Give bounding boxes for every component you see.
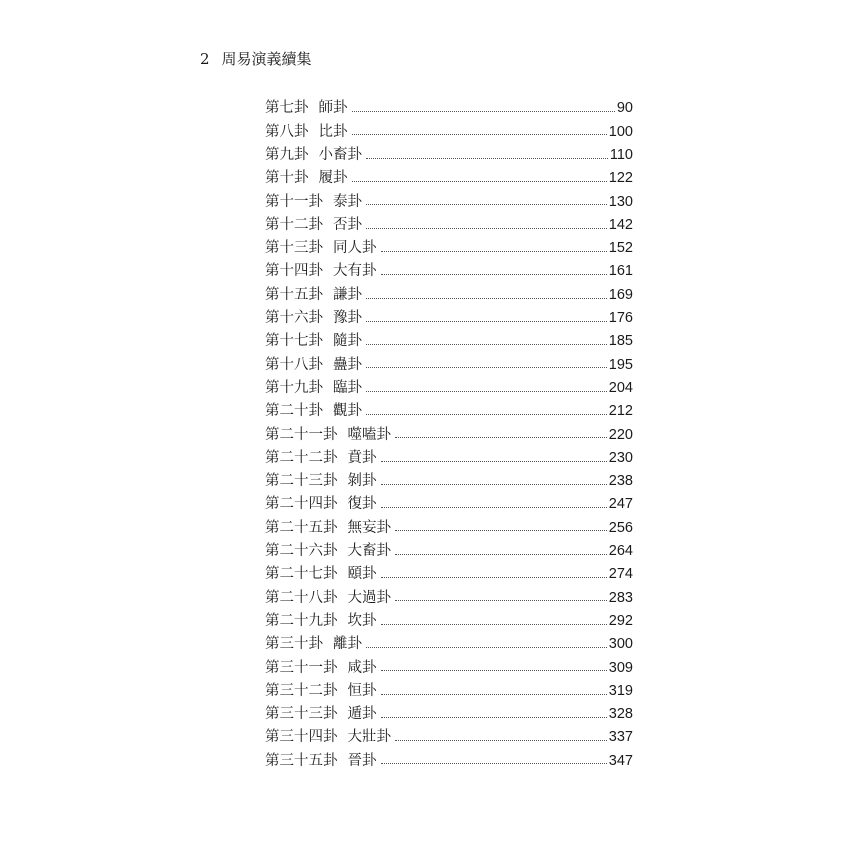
toc-chapter-number: 第十六卦 [265, 310, 323, 327]
dot-leader [352, 134, 607, 135]
toc-page-number: 130 [608, 193, 633, 210]
toc-chapter-number: 第二十七卦 [265, 566, 338, 583]
toc-hexagram-name: 復卦 [347, 496, 377, 513]
toc-page-number: 161 [608, 263, 633, 280]
toc-entry [265, 190, 633, 213]
toc-chapter-number: 第十八卦 [265, 356, 323, 373]
toc-chapter-number: 第十五卦 [265, 286, 323, 303]
toc-hexagram-name: 大過卦 [347, 589, 391, 606]
toc-hexagram-name: 離卦 [333, 636, 362, 653]
toc-entry [265, 446, 633, 469]
dot-leader [381, 274, 607, 275]
toc-page-number: 212 [608, 403, 633, 420]
toc-hexagram-name: 遁卦 [347, 706, 377, 723]
toc-entry [265, 656, 633, 679]
toc-chapter-number: 第二十九卦 [265, 612, 338, 629]
dot-leader [395, 740, 607, 741]
toc-hexagram-name: 大有卦 [333, 263, 377, 280]
dot-leader [381, 624, 607, 625]
toc-hexagram-name: 大畜卦 [347, 543, 391, 560]
toc-page-number: 247 [608, 496, 633, 513]
toc-entry [265, 586, 633, 609]
toc-entry [265, 679, 633, 702]
toc-entry [265, 283, 633, 306]
toc-entry [265, 167, 633, 190]
toc-entry [265, 120, 633, 143]
dot-leader [366, 321, 607, 322]
toc-page-number: 152 [608, 240, 633, 257]
toc-entry [265, 633, 633, 656]
toc-page-number: 300 [608, 636, 633, 653]
toc-chapter-number: 第十二卦 [265, 216, 323, 233]
toc-chapter-number: 第二十二卦 [265, 449, 338, 466]
toc-chapter-number: 第九卦 [265, 146, 309, 163]
dot-leader [366, 344, 607, 345]
toc-page-number: 292 [608, 612, 633, 629]
toc-hexagram-name: 比卦 [318, 123, 348, 140]
toc-chapter-number: 第十七卦 [265, 333, 323, 350]
dot-leader [381, 577, 607, 578]
toc-page-number: 274 [608, 566, 633, 583]
toc-hexagram-name: 蠱卦 [333, 356, 362, 373]
toc-hexagram-name: 豫卦 [333, 310, 362, 327]
dot-leader [381, 763, 607, 764]
toc-entry [265, 353, 633, 376]
dot-leader [381, 251, 607, 252]
dot-leader [366, 228, 607, 229]
toc-chapter-number: 第十九卦 [265, 379, 323, 396]
toc-hexagram-name: 師卦 [318, 100, 348, 117]
toc-page-number: 264 [608, 543, 633, 560]
toc-hexagram-name: 噬嗑卦 [347, 426, 391, 443]
toc-hexagram-name: 泰卦 [333, 193, 362, 210]
toc-entry [265, 400, 633, 423]
toc-page-number: 100 [608, 123, 633, 140]
dot-leader [366, 414, 607, 415]
dot-leader [395, 600, 607, 601]
toc-page-number: 204 [608, 379, 633, 396]
toc-page-number: 176 [608, 310, 633, 327]
book-title: 周易演義續集 [221, 50, 312, 68]
toc-hexagram-name: 賁卦 [347, 449, 377, 466]
toc-chapter-number: 第二十八卦 [265, 589, 338, 606]
toc-page-number: 319 [608, 682, 633, 699]
toc-page-number: 220 [608, 426, 633, 443]
toc-chapter-number: 第二十卦 [265, 403, 323, 420]
toc-hexagram-name: 否卦 [333, 216, 362, 233]
toc-entry [265, 470, 633, 493]
toc-chapter-number: 第二十五卦 [265, 519, 338, 536]
dot-leader [366, 158, 608, 159]
dot-leader [381, 484, 607, 485]
toc-entry [265, 213, 633, 236]
toc-chapter-number: 第十一卦 [265, 193, 323, 210]
toc-chapter-number: 第二十四卦 [265, 496, 338, 513]
toc-page-number: 238 [608, 473, 633, 490]
toc-chapter-number: 第二十三卦 [265, 473, 338, 490]
toc-page-number: 230 [608, 449, 633, 466]
toc-entry [265, 97, 633, 120]
toc-hexagram-name: 臨卦 [333, 379, 362, 396]
toc-chapter-number: 第三十五卦 [265, 752, 338, 769]
toc-entry [265, 610, 633, 633]
toc-chapter-number: 第八卦 [265, 123, 309, 140]
dot-leader [381, 717, 607, 718]
dot-leader [352, 111, 615, 112]
toc-hexagram-name: 大壯卦 [347, 729, 391, 746]
toc-page-number: 283 [608, 589, 633, 606]
toc-chapter-number: 第七卦 [265, 100, 309, 117]
toc-page-number: 256 [608, 519, 633, 536]
dot-leader [395, 554, 607, 555]
toc-page-number: 90 [616, 100, 633, 117]
page-header [200, 48, 312, 69]
toc-chapter-number: 第三十二卦 [265, 682, 338, 699]
toc-page-number: 110 [609, 146, 633, 163]
toc-hexagram-name: 咸卦 [347, 659, 377, 676]
dot-leader [366, 391, 607, 392]
toc-page-number: 142 [608, 216, 633, 233]
toc-chapter-number: 第十卦 [265, 170, 309, 187]
dot-leader [381, 694, 607, 695]
dot-leader [366, 367, 607, 368]
toc-entry [265, 493, 633, 516]
toc-chapter-number: 第二十六卦 [265, 543, 338, 560]
toc-hexagram-name: 無妄卦 [347, 519, 391, 536]
dot-leader [366, 204, 607, 205]
toc-page-number: 328 [608, 706, 633, 723]
dot-leader [352, 181, 607, 182]
toc-chapter-number: 第十三卦 [265, 240, 323, 257]
page-number: 2 [200, 50, 210, 68]
toc-entry [265, 540, 633, 563]
toc-hexagram-name: 隨卦 [333, 333, 362, 350]
toc-entry [265, 726, 633, 749]
toc-entry [265, 423, 633, 446]
toc-entry [265, 330, 633, 353]
toc-entry [265, 377, 633, 400]
toc-hexagram-name: 謙卦 [333, 286, 362, 303]
toc-chapter-number: 第二十一卦 [265, 426, 338, 443]
toc-page-number: 185 [608, 333, 633, 350]
toc-page-number: 195 [608, 356, 633, 373]
dot-leader [395, 530, 607, 531]
dot-leader [366, 647, 607, 648]
toc-hexagram-name: 觀卦 [333, 403, 362, 420]
dot-leader [381, 507, 607, 508]
toc-page-number: 337 [608, 729, 633, 746]
toc-chapter-number: 第三十一卦 [265, 659, 338, 676]
toc-entry [265, 703, 633, 726]
toc-chapter-number: 第三十四卦 [265, 729, 338, 746]
toc-hexagram-name: 履卦 [318, 170, 348, 187]
toc-chapter-number: 第三十三卦 [265, 706, 338, 723]
toc-hexagram-name: 剝卦 [347, 473, 377, 490]
dot-leader [366, 298, 607, 299]
dot-leader [395, 437, 607, 438]
toc-hexagram-name: 晉卦 [347, 752, 377, 769]
toc-entry [265, 516, 633, 539]
toc-entry [265, 144, 633, 167]
dot-leader [381, 670, 607, 671]
table-of-contents [265, 97, 633, 773]
toc-entry [265, 237, 633, 260]
toc-hexagram-name: 頤卦 [347, 566, 377, 583]
toc-hexagram-name: 小畜卦 [318, 146, 362, 163]
toc-entry [265, 307, 633, 330]
toc-hexagram-name: 同人卦 [333, 240, 377, 257]
toc-page-number: 169 [608, 286, 633, 303]
toc-entry [265, 563, 633, 586]
dot-leader [381, 461, 607, 462]
toc-page-number: 309 [608, 659, 633, 676]
toc-page-number: 122 [608, 170, 633, 187]
toc-chapter-number: 第三十卦 [265, 636, 323, 653]
toc-hexagram-name: 坎卦 [347, 612, 377, 629]
toc-chapter-number: 第十四卦 [265, 263, 323, 280]
toc-entry [265, 260, 633, 283]
toc-entry [265, 749, 633, 772]
toc-page-number: 347 [608, 752, 633, 769]
toc-hexagram-name: 恒卦 [347, 682, 377, 699]
